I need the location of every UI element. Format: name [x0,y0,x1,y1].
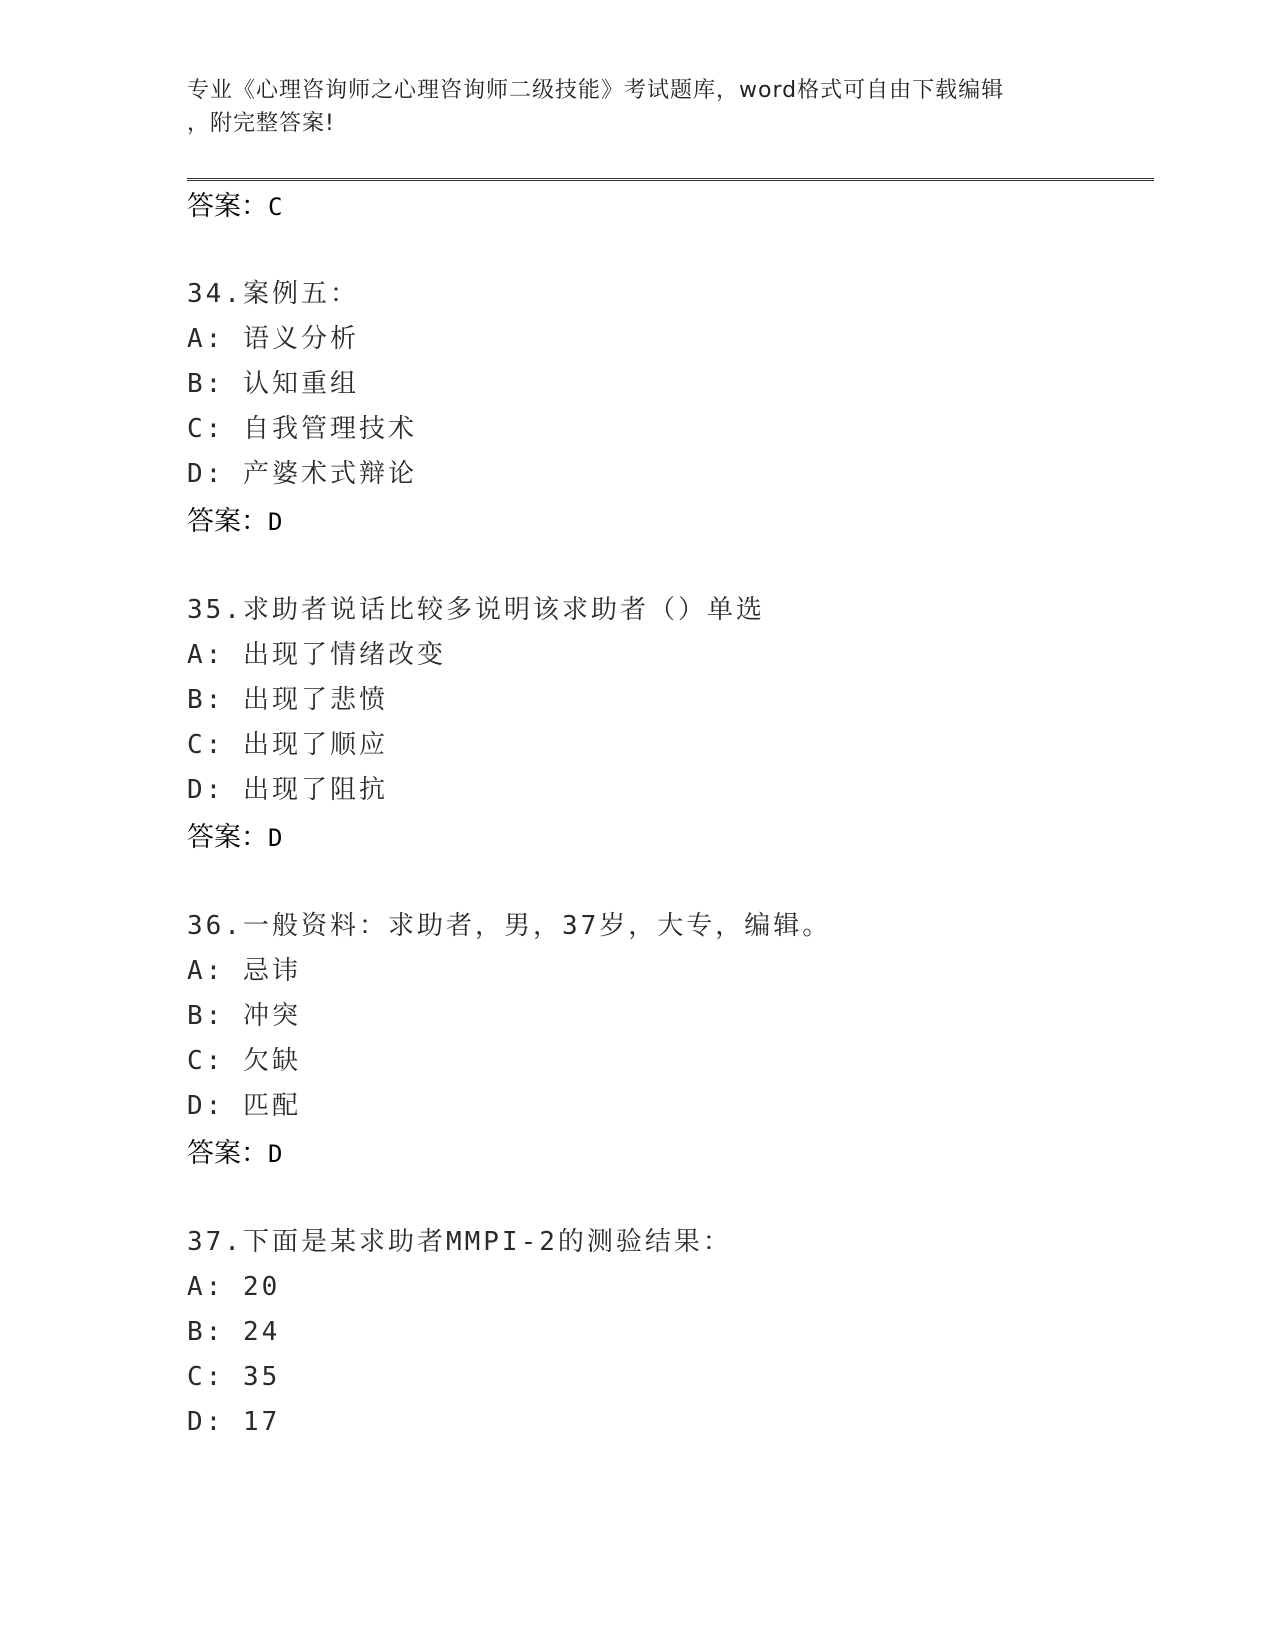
question-37 [187,1220,1147,1445]
question-stem: 36.一般资料：求助者，男，37岁，大专，编辑。 [187,911,832,941]
question-stem: 34.案例五： [187,279,359,309]
answer-label: 答案： [187,191,268,222]
header-divider [187,178,1154,182]
answer-33 [187,190,282,224]
answer-34 [187,505,282,539]
option-a: A: 出现了情绪改变 [187,640,446,670]
option-a: A: 语义分析 [187,324,359,354]
option-c: C: 欠缺 [187,1046,301,1076]
option-d: D: 17 [187,1407,281,1437]
answer-label: 答案： [187,1138,268,1169]
question-stem: 35.求助者说话比较多说明该求助者（）单选 [187,595,765,625]
option-b: B: 冲突 [187,1001,301,1031]
option-d: D: 产婆术式辩论 [187,459,417,489]
option-a: A: 20 [187,1272,281,1302]
question-34 [187,272,1147,497]
option-b: B: 出现了悲愤 [187,685,388,715]
header-line-1: 专业《心理咨询师之心理咨询师二级技能》考试题库，word格式可自由下载编辑 [187,78,1005,103]
question-stem: 37.下面是某求助者MMPI-2的测验结果： [187,1227,732,1257]
answer-value: D [268,1140,283,1168]
option-d: D: 匹配 [187,1091,301,1121]
answer-value: D [268,824,283,852]
document-header [187,74,1087,140]
answer-label: 答案： [187,822,268,853]
header-line-2: ，附完整答案! [187,111,335,136]
answer-36 [187,1137,282,1171]
question-35 [187,588,1147,813]
option-b: B: 认知重组 [187,369,359,399]
option-d: D: 出现了阻抗 [187,775,388,805]
answer-label: 答案： [187,506,268,537]
option-b: B: 24 [187,1317,281,1347]
answer-value: C [268,193,283,221]
option-a: A: 忌讳 [187,956,301,986]
answer-35 [187,821,282,855]
question-36 [187,904,1147,1129]
option-c: C: 自我管理技术 [187,414,417,444]
option-c: C: 35 [187,1362,281,1392]
option-c: C: 出现了顺应 [187,730,388,760]
answer-value: D [268,508,283,536]
